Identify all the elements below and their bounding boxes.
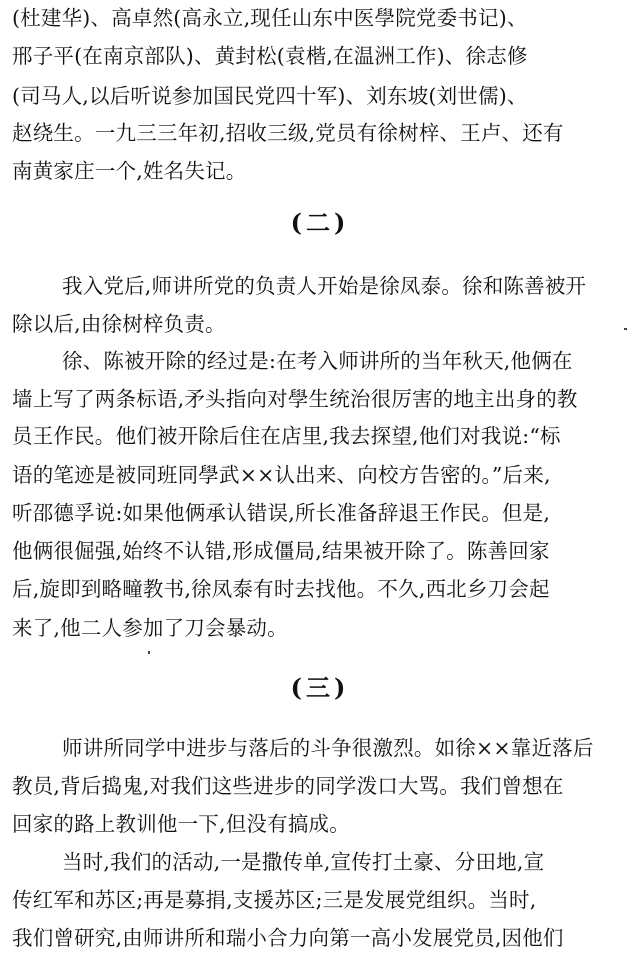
section2-line-8: 他俩很倔强,始终不认错,形成僵局,结果被开除了。陈善回家 bbox=[12, 539, 550, 563]
intro-line-2: 邢子平(在南京部队)、黄封松(袁楷,在温洲工作)、徐志修 bbox=[12, 44, 528, 68]
section3-line-2: 教员,背后捣鬼,对我们这些进步的同学泼口大骂。我们曾想在 bbox=[12, 774, 564, 798]
section2-line-10: 来了,他二人参加了刀会暴动。 bbox=[12, 616, 288, 640]
scan-speck bbox=[148, 651, 150, 654]
section2-line-2: 除以后,由徐树梓负责。 bbox=[12, 312, 226, 336]
section2-line-6: 语的笔迹是被同班同學武××认出来、向校方告密的。”后来, bbox=[12, 463, 551, 487]
section2-line-9: 后,旋即到略疃教书,徐凤泰有时去找他。不久,西北乡刀会起 bbox=[12, 577, 550, 601]
intro-line-3: (司马人,以后听说参加国民党四十军)、刘东坡(刘世儒)、 bbox=[12, 84, 528, 108]
section3-line-5: 传红军和苏区;再是募捐,支援苏区;三是发展党组织。当时, bbox=[12, 888, 537, 912]
intro-line-1: (杜建华)、高卓然(高永立,现任山东中医學院党委书记)、 bbox=[12, 6, 528, 30]
section3-line-4: 当时,我们的活动,一是撒传单,宣传打土豪、分田地,宣 bbox=[62, 850, 545, 874]
scan-speck bbox=[624, 328, 627, 330]
section3-line-1: 师讲所同学中进步与落后的斗争很激烈。如徐××靠近落后 bbox=[62, 736, 594, 760]
section2-line-5: 员王作民。他们被开除后住在店里,我去探望,他们对我说:“标 bbox=[12, 424, 561, 448]
section2-line-4: 墙上写了两条标语,矛头指向对學生统治很厉害的地主出身的教 bbox=[12, 387, 578, 411]
section3-line-3: 回家的路上教训他一下,但没有搞成。 bbox=[12, 812, 350, 836]
intro-line-5: 南黄家庄一个,姓名失记。 bbox=[12, 159, 247, 183]
section2-line-3: 徐、陈被开除的经过是:在考入师讲所的当年秋天,他俩在 bbox=[62, 349, 573, 373]
section2-line-7: 听邵德孚说:如果他俩承认错误,所长准备辞退王作民。但是, bbox=[12, 501, 551, 525]
section3-line-6: 我们曾研究,由师讲所和瑞小合力向第一高小发展党员,因他们 bbox=[12, 926, 564, 950]
section-heading-3: (三) bbox=[290, 673, 350, 702]
section-heading-2: (二) bbox=[290, 208, 350, 237]
intro-line-4: 赵绕生。一九三三年初,招收三级,党员有徐树梓、王卢、还有 bbox=[12, 121, 564, 145]
section2-line-1: 我入党后,师讲所党的负责人开始是徐凤泰。徐和陈善被开 bbox=[62, 274, 587, 298]
